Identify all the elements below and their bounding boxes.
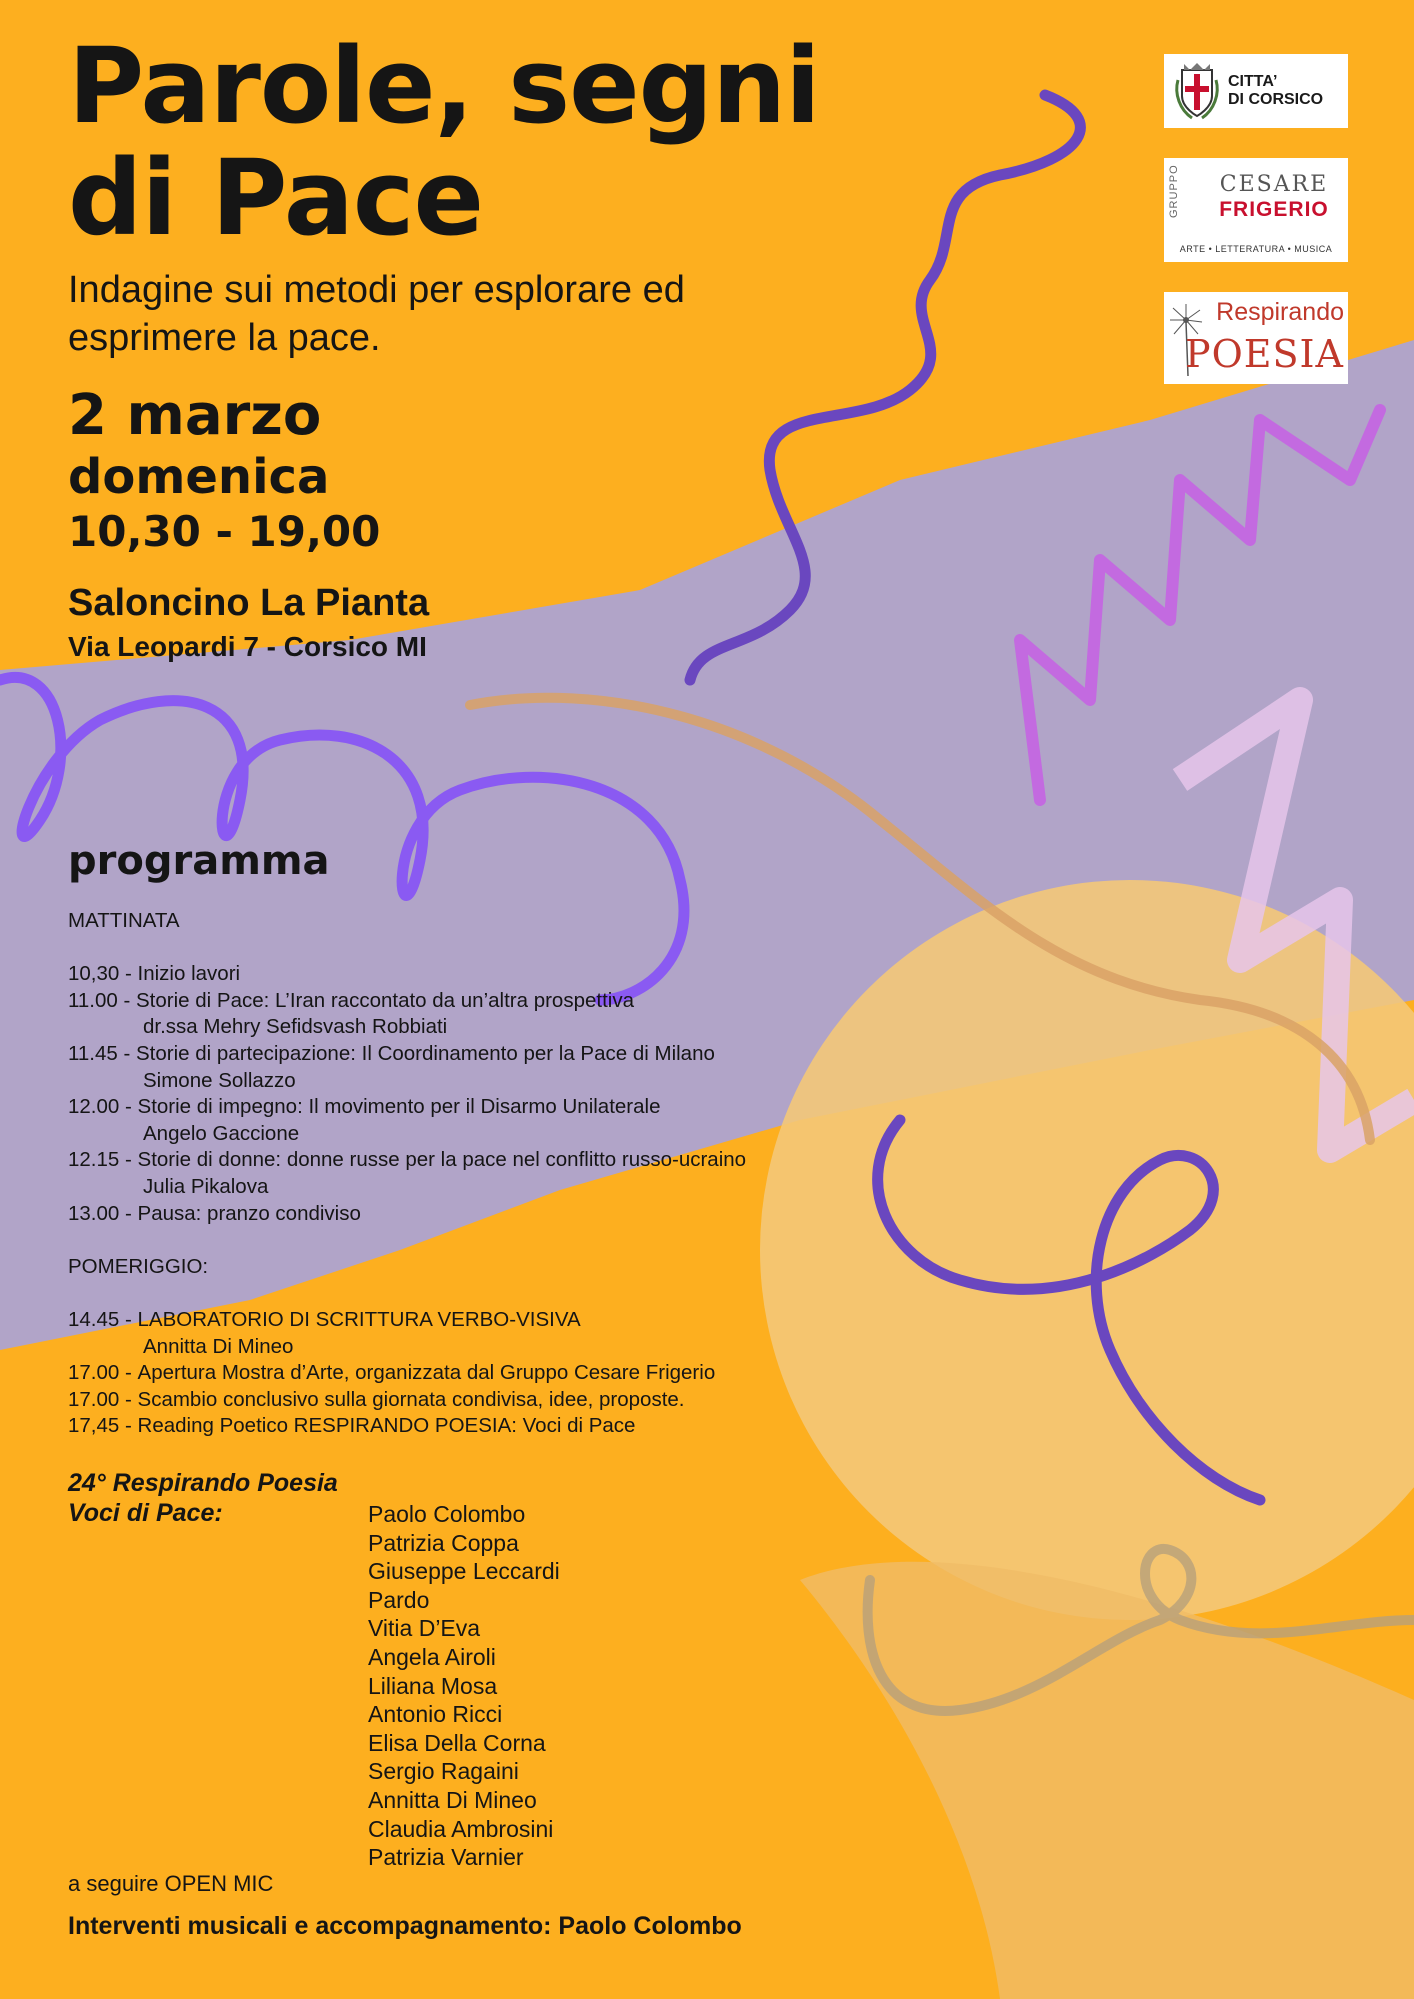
schedule-row: 11.45 - Storie di partecipazione: Il Coordinamento per la Pace di Milano (68, 1041, 968, 1068)
voice-name: Elisa Della Corna (368, 1729, 546, 1756)
respirando-line-2: POESIA (1185, 332, 1344, 376)
voices-names-list (368, 1500, 560, 1872)
schedule-text: Inizio lavori (137, 962, 241, 986)
afternoon-list (68, 1307, 968, 1440)
morning-label: MATTINATA (68, 909, 180, 932)
voice-name: Claudia Ambrosini (368, 1815, 554, 1842)
voices-heading-2: Voci di Pace: (68, 1499, 223, 1527)
program-schedule (68, 908, 968, 1440)
voice-name: Angela Airoli (368, 1643, 496, 1670)
schedule-speaker: Annitta Di Mineo (143, 1334, 294, 1358)
schedule-time: 14.45 (68, 1307, 120, 1331)
voice-name: Liliana Mosa (368, 1672, 498, 1699)
schedule-text: Storie di impegno: Il movimento per il Disarmo Unilaterale (137, 1095, 661, 1119)
schedule-text: Storie di Pace: L’Iran raccontato da un’altra prospettiva (136, 988, 634, 1012)
frigerio-gruppo: GRUPPO (1168, 164, 1180, 218)
afternoon-label: POMERIGGIO: (68, 1254, 209, 1278)
corsico-line-2: DI CORSICO (1228, 91, 1324, 108)
voice-name: Vitia D’Eva (368, 1615, 481, 1642)
voice-name: Sergio Ragaini (368, 1758, 519, 1785)
schedule-time: 12.15 (68, 1148, 120, 1172)
schedule-text: LABORATORIO DI SCRITTURA VERBO-VISIVA (137, 1307, 581, 1331)
voice-name: Paolo Colombo (368, 1501, 526, 1527)
schedule-speaker: dr.ssa Mehry Sefidsvash Robbiati (143, 1015, 448, 1039)
sponsor-logos (1164, 54, 1348, 414)
voice-name: Antonio Ricci (368, 1701, 503, 1728)
schedule-row: 10,30 - Inizio lavori (68, 961, 968, 988)
schedule-text: Scambio conclusivo sulla giornata condivisa, idee, proposte. (137, 1387, 685, 1411)
voice-name: Patrizia Varnier (368, 1844, 524, 1871)
schedule-row: 12.15 - Storie di donne: donne russe per la pace nel conflitto russo-ucraino (68, 1147, 968, 1174)
schedule-speaker: Simone Sollazzo (143, 1068, 296, 1092)
schedule-row: 11.00 - Storie di Pace: L’Iran raccontato da un’altra prospettiva (68, 988, 968, 1015)
schedule-time: 13.00 (68, 1201, 120, 1225)
venue-address: Via Leopardi 7 - Corsico MI (68, 631, 427, 662)
schedule-row: 17.00 - Scambio conclusivo sulla giornata condivisa, idee, proposte. (68, 1387, 968, 1414)
schedule-speaker: Julia Pikalova (143, 1174, 269, 1198)
morning-list (68, 961, 968, 1227)
schedule-time: 11.45 (68, 1041, 118, 1065)
program-heading: programma (68, 838, 330, 884)
music-note: Interventi musicali e accompagnamento: Paolo Colombo (68, 1912, 742, 1940)
schedule-text: Storie di partecipazione: Il Coordinamento per la Pace di Milano (136, 1041, 715, 1065)
schedule-row: 17.00 - Apertura Mostra d’Arte, organizzata dal Gruppo Cesare Frigerio (68, 1360, 968, 1387)
schedule-time: 17.00 (68, 1387, 120, 1411)
respirando-line-1: Respirando (1216, 298, 1344, 326)
venue-name: Saloncino La Pianta (68, 582, 430, 624)
schedule-time: 12.00 (68, 1095, 120, 1119)
voice-name: Giuseppe Leccardi (368, 1558, 560, 1585)
open-mic-note: a seguire OPEN MIC (68, 1871, 274, 1896)
schedule-text: Apertura Mostra d’Arte, organizzata dal Gruppo Cesare Frigerio (137, 1361, 716, 1385)
venue-block (68, 578, 429, 666)
event-date-block (68, 384, 380, 558)
subtitle: Indagine sui metodi per esplorare ed esprimere la pace. (68, 269, 685, 359)
schedule-time: 11.00 (68, 988, 118, 1012)
schedule-row: 13.00 - Pausa: pranzo condiviso (68, 1201, 968, 1228)
page-title (68, 25, 820, 259)
logo-citta-di-corsico (1164, 54, 1348, 128)
schedule-text: Reading Poetico RESPIRANDO POESIA: Voci di Pace (137, 1414, 636, 1438)
schedule-time: 17,45 (68, 1414, 120, 1438)
event-weekday: domenica (68, 449, 330, 505)
frigerio-tagline: ARTE • LETTERATURA • MUSICA (1179, 244, 1333, 254)
voices-heading-1: 24° Respirando Poesia (68, 1469, 338, 1497)
event-date: 2 marzo (68, 383, 322, 448)
schedule-speaker: Angelo Gaccione (143, 1121, 300, 1145)
logo-gruppo-cesare-frigerio (1164, 158, 1348, 262)
schedule-text: Storie di donne: donne russe per la pace nel conflitto russo-ucraino (137, 1148, 747, 1172)
voice-name: Annitta Di Mineo (368, 1786, 537, 1813)
voice-name: Patrizia Coppa (368, 1529, 519, 1556)
schedule-text: Pausa: pranzo condiviso (137, 1201, 361, 1225)
event-hours: 10,30 - 19,00 (68, 507, 381, 556)
city-crest-icon (1172, 60, 1222, 122)
corsico-line-1: CITTA’ (1228, 73, 1278, 90)
schedule-row: 14.45 - LABORATORIO DI SCRITTURA VERBO-VISIVA (68, 1307, 968, 1334)
schedule-row: 12.00 - Storie di impegno: Il movimento per il Disarmo Unilaterale (68, 1094, 968, 1121)
schedule-time: 17.00 (68, 1361, 120, 1385)
frigerio-cesare: CESARE (1219, 172, 1329, 197)
frigerio-name: FRIGERIO (1219, 198, 1329, 221)
voice-name: Pardo (368, 1586, 430, 1613)
title-line-1: Parole, segni (68, 25, 820, 147)
schedule-time: 10,30 (68, 962, 120, 986)
logo-respirando-poesia (1164, 292, 1348, 384)
voices-of-peace (68, 1468, 968, 1871)
title-line-2: di Pace (68, 137, 484, 259)
schedule-row: 17,45 - Reading Poetico RESPIRANDO POESIA: Voci di Pace (68, 1413, 968, 1440)
